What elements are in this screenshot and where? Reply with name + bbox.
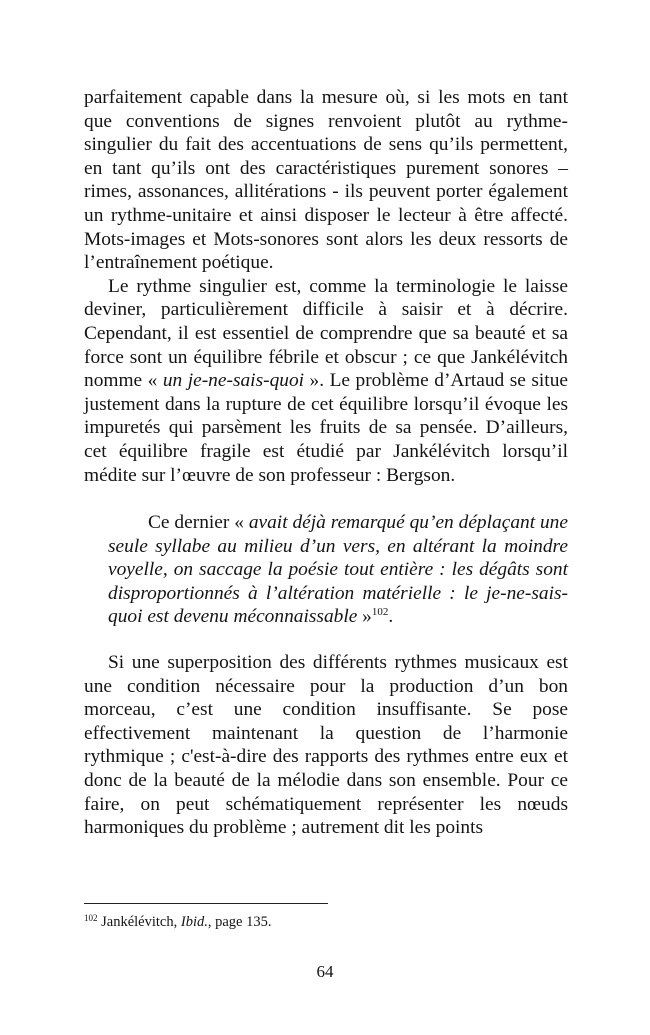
paragraph-2-text-b: ». Le problème d’Artaud se situe justement dans la rupture de cet équilibre lorsqu’il évoque les impuretés qui parsèment les fruits de sa pensée. D’ailleurs, cet équilibre fragile est étudié par Jankélévitch lorsqu’il médite sur l’œuvre de son professeur : Bergson. [84,370,568,486]
paragraph-2 [84,275,568,487]
quote-lead: Ce dernier « [148,512,249,534]
quote-italic: avait déjà remarqué qu’en déplaçant une seule syllabe au milieu d’un vers, en altérant la moindre voyelle, on saccage la poésie tout entière : les dégâts sont disproportionnés à l’altération matérielle : le je-ne-sais-quoi est devenu méconnaissable [108,512,568,628]
quote-close: » [357,606,372,628]
paragraph-2-italic: un je-ne-sais-quoi [157,370,310,392]
paragraph-2-text-a: Le rythme singulier est, comme la terminologie le laisse deviner, particulièrement difficile à saisir et à décrire. Cependant, il est essentiel de comprendre que sa beauté et sa force sont un équilibre fébrile et obscur ; ce que Jankélévitch nomme « [84,275,568,392]
paragraph-3: Si une superposition des différents rythmes musicaux est une condition nécessaire pour la production d’un bon morceau, c’est une condition insuffisante. Se pose effectivement maintenant la question de l’harmonie rythmique ; c'est-à-dire des rapports des rythmes entre eux et donc de la beauté de la mélodie dans son ensemble. Pour ce faire, on peut schématiquement représenter les nœuds harmoniques du problème ; autrement dit les points [84,652,568,839]
footnote-reference: 102 [371,606,389,619]
footnote-rest: , page 135. [207,914,272,930]
body-text [84,86,568,840]
footnote-separator [84,903,328,904]
footnote-number: 102 [84,913,98,923]
paragraph-1: parfaitement capable dans la mesure où, si les mots en tant que conventions de signes renvoient plutôt au rythme-singulier du fait des accentuations de sens qu’ils permettent, en tant qu’ils ont des caractéristiques purement sonores – rimes, assonances, allitérations - ils peuvent porter également un rythme-unitaire et ainsi disposer le lecteur à être affecté. Mots-images et Mots-sonores sont alors les deux ressorts de l’entraînement poétique. [84,87,568,274]
footnote [84,913,271,931]
page-number: 64 [316,962,334,981]
block-quote [108,511,568,629]
footnote-work: Ibid. [180,914,208,930]
footnote-author: Jankélévitch, [97,914,181,930]
quote-end: . [388,606,394,628]
